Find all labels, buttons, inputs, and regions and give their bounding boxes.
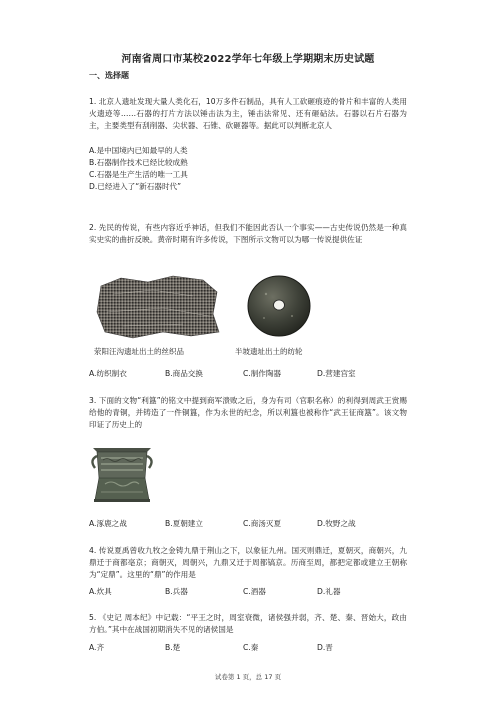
question-3-stem: 3. 下面的文物“利簋”的铭文中提到商军溃败之后，身为有司（官职名称）的利得到周武王赏赐给他的青铜，并铸造了一件铜簋，作为永世的纪念，所以利簋也被称作“武王征商簋”。该文物印证了历史上的 bbox=[89, 396, 407, 429]
question-4-option-c[interactable]: C.酒器 bbox=[243, 587, 266, 596]
question-2-option-c[interactable]: C.制作陶器 bbox=[243, 369, 282, 378]
question-4-options bbox=[89, 586, 407, 598]
question-3-option-c[interactable]: C.商汤灭夏 bbox=[243, 519, 282, 528]
page-title: 河南省周口市某校2022学年七年级上学期期末历史试题 bbox=[121, 54, 375, 65]
question-4-stem: 4. 传说夏禹曾收九牧之金铸九鼎于荆山之下，以象征九州。国灭则鼎迁，夏朝灭，商朝兴，九鼎迁于商都亳京；商朝灭，周朝兴，九鼎又迁于周都镐京。历商至周，都把定都或建立王朝称为“定鼎”。这里的“鼎”的作用是 bbox=[89, 546, 407, 579]
question-2-option-d[interactable]: D.营建宫室 bbox=[317, 369, 356, 378]
question-3-option-b[interactable]: B.夏朝建立 bbox=[165, 519, 203, 528]
question-2-options bbox=[89, 368, 407, 380]
question-2-option-a[interactable]: A.纺织制衣 bbox=[89, 369, 127, 378]
question-4-option-a[interactable]: A.炊具 bbox=[89, 587, 112, 596]
question-5-option-b[interactable]: B.楚 bbox=[165, 643, 181, 652]
question-4-option-b[interactable]: B.兵器 bbox=[165, 587, 188, 596]
question-4-option-d[interactable]: D.礼器 bbox=[317, 587, 341, 596]
section-heading: 一、选择题 bbox=[89, 71, 129, 80]
question-1-option-c[interactable]: C.石器是生产生活的唯一工具 bbox=[89, 170, 188, 179]
question-5-options bbox=[89, 642, 407, 654]
page-footer: 试卷第 1 页，总 17 页 bbox=[214, 673, 282, 681]
question-1-stem: 1. 北京人遗址发现大量人类化石，10万多件石制品，具有人工砍砸痕迹的骨片和丰富的人类用火遗迹等……石器的打片方法以锤击法为主，锤击法常见、还有砸砧法。石器以石片石器为主，主要类型有刮削器、尖状器、石锥、砍砸器等。据此可以判断北京人 bbox=[89, 97, 407, 130]
li-gui-bronze-vessel-image bbox=[89, 442, 155, 506]
spindle-whorl-image bbox=[244, 272, 314, 340]
question-1-option-d[interactable]: D.已经进入了“新石器时代” bbox=[89, 182, 182, 191]
question-3-option-d[interactable]: D.牧野之战 bbox=[317, 519, 356, 528]
silk-textile-image bbox=[93, 272, 223, 340]
question-5-option-a[interactable]: A.齐 bbox=[89, 643, 105, 652]
caption-silk-textile: 荥阳汪沟遗址出土的丝织品 bbox=[94, 347, 184, 356]
caption-spindle-whorl: 半坡遗址出土的纺轮 bbox=[235, 347, 303, 356]
question-3-options bbox=[89, 518, 407, 530]
question-5-option-d[interactable]: D.晋 bbox=[317, 643, 333, 652]
question-5-option-c[interactable]: C.秦 bbox=[243, 643, 259, 652]
question-1-option-b[interactable]: B.石器制作技术已经比较成熟 bbox=[89, 158, 188, 167]
question-5-stem: 5. 《史记 周本纪》中记载：“平王之时，周室衰微，诸侯强并弱，齐、楚、秦、晋始大，政由方伯。”其中在战国初期消失不见的诸侯国是 bbox=[89, 613, 407, 634]
question-3-option-a[interactable]: A.涿鹿之战 bbox=[89, 519, 127, 528]
question-1-option-a[interactable]: A.是中国境内已知最早的人类 bbox=[89, 146, 188, 155]
question-2-option-b[interactable]: B.商品交换 bbox=[165, 369, 203, 378]
question-2-stem: 2. 先民的传说，有些内容近乎神话，但我们不能因此否认一个事实——古史传说仍然是一种真实史实的曲折反映。黄帝时期有许多传说，下图所示文物可以为哪一传说提供佐证 bbox=[89, 223, 407, 244]
